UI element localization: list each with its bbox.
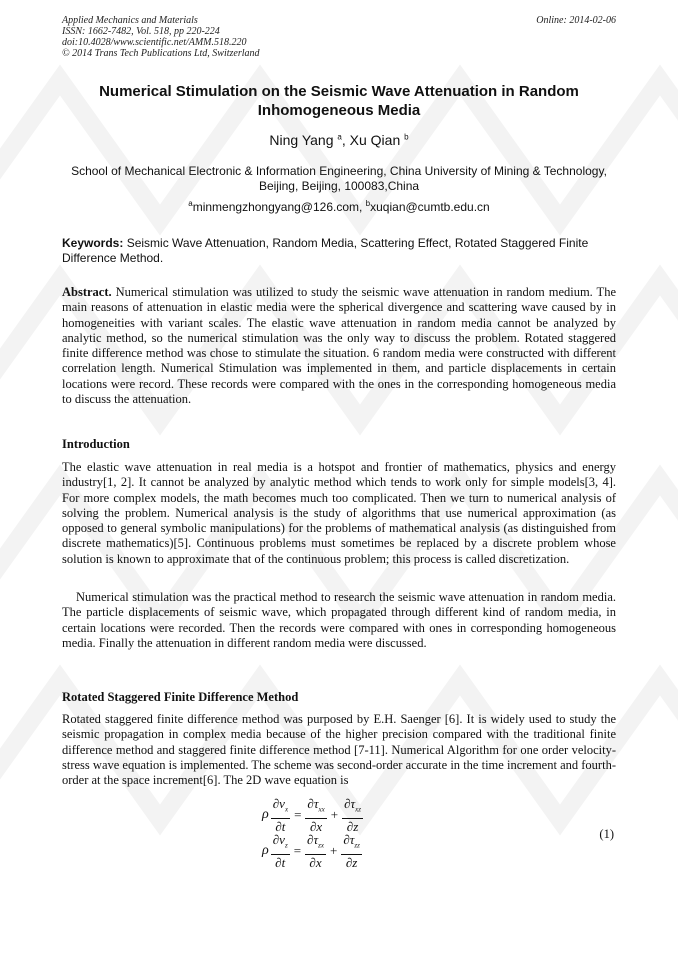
eq1-r1-tau: τ: [313, 796, 319, 811]
eq1-frac-lhs: [271, 796, 290, 834]
eq1-frac-r1: [305, 796, 326, 834]
eq1-r2-d: ∂: [344, 796, 351, 811]
eq2-r2-tau: τ: [349, 832, 355, 847]
equation-line-1: [262, 796, 365, 834]
author-2: Xu Qian: [349, 132, 401, 148]
email-a-sup: a: [188, 199, 193, 208]
eq1-lhs-sub: x: [284, 805, 289, 814]
equation-line-2: [262, 832, 364, 870]
author-sep: ,: [341, 132, 350, 148]
copyright: © 2014 Trans Tech Publications Ltd, Switzerland: [62, 48, 260, 59]
eq2-r2-dd: ∂: [345, 854, 353, 870]
eq1-r1-d: ∂: [307, 796, 314, 811]
authors: [62, 132, 616, 148]
eq2-r1-x: x: [315, 854, 322, 870]
keywords-label: Keywords:: [62, 236, 124, 250]
eq1-r2-tau: τ: [350, 796, 356, 811]
eq2-frac-lhs: [271, 832, 290, 870]
eq2-lhs-d: ∂: [272, 832, 280, 847]
eq2-r1-d: ∂: [307, 832, 314, 847]
eq2-r1-dd: ∂: [309, 854, 316, 870]
introduction-heading: Introduction: [62, 437, 130, 451]
email-a: minmengzhongyang@126.com: [192, 200, 359, 214]
author-1: Ning Yang: [269, 132, 334, 148]
abstract: [62, 285, 616, 407]
eq2-equals: =: [293, 842, 302, 858]
issn: ISSN: 1662-7482, Vol. 518, pp 220-224: [62, 26, 220, 37]
email-b: xuqian@cumtb.edu.cn: [370, 200, 490, 214]
rsfd-paragraph-1: Rotated staggered finite difference method was purposed by E.H. Saenger [6]. It is widely used to study the seismic propagation in complex media because of the higher precision compared with the traditional finite difference method and staggered finite difference method [7-11]. Numerical Algorithm for one order velocity-stress wave equation is implemented. The scheme was second-order accurate in the time increment and fourth-order at the space increment[6]. The 2D wave equation is: [62, 712, 616, 788]
abstract-text: Numerical stimulation was utilized to study the seismic wave attenuation in random medium. The main reasons of attenuation in elastic media were the spherical divergence and scattering wave caused by in homogeneities with variant scales. The elastic wave attenuation in random media cannot be analyzed by analytic method, so the numerical stimulation was the only way to discuss the problem. Rotated staggered finite difference method was chose to stimulate the situation. 6 random media were constructed with different correlation length. Numerical Stimulation was implemented in them, and particle displacements in certain locations were record. These records were compared with the ones in the corresponding homogeneous media to discuss the attenuation.: [62, 285, 616, 407]
eq2-r1-sub: zx: [318, 841, 324, 850]
eq2-r1-tau: τ: [313, 832, 319, 847]
eq1-rho: ρ: [262, 806, 269, 822]
rsfd-heading: Rotated Staggered Finite Difference Method: [62, 690, 299, 704]
eq1-r1-dd: ∂: [309, 818, 317, 834]
affiliation: School of Mechanical Electronic & Information Engineering, China University of Mining & Technology, Beijing, Beijing, 100083,China: [71, 164, 607, 193]
paper-title: Numerical Stimulation on the Seismic Wave Attenuation in Random Inhomogeneous Media: [99, 83, 579, 119]
eq2-lhs-sub: z: [284, 841, 288, 850]
eq1-r2-dd: ∂: [346, 818, 354, 834]
email-sep: ,: [359, 200, 366, 214]
eq2-frac-r1: [305, 832, 326, 870]
eq2-lhs-dd: ∂: [275, 854, 282, 870]
eq1-plus: +: [330, 806, 339, 822]
eq1-lhs-t: t: [281, 818, 286, 834]
doi: doi:10.4028/www.scientific.net/AMM.518.220: [62, 37, 247, 48]
email-b-sup: b: [365, 199, 371, 208]
introduction-paragraph-2: Numerical stimulation was the practical method to research the seismic wave attenuation in random media. The particle displacements of seismic wave, which propagated through different kind of random media, in certain locations were recorded. Then the records were compared with ones in corresponding homogeneous media. Finally the attenuation in different random media were discussed.: [62, 590, 616, 650]
eq2-lhs-t: t: [281, 854, 286, 870]
eq1-lhs-d: ∂: [272, 796, 280, 811]
eq1-equals: =: [294, 806, 302, 822]
eq1-frac-r2: [342, 796, 363, 834]
eq1-r2-z: z: [353, 818, 359, 834]
eq2-plus: +: [329, 842, 338, 858]
eq1-lhs-v: v: [279, 796, 285, 811]
eq1-lhs-dd: ∂: [275, 818, 282, 834]
eq2-r2-z: z: [352, 854, 358, 870]
equation-number: (1): [599, 827, 614, 841]
journal-name: Applied Mechanics and Materials: [62, 15, 198, 26]
eq1-r1-sub: xx: [318, 805, 325, 814]
eq2-r2-sub: zz: [354, 841, 360, 850]
online-date: Online: 2014-02-06: [536, 15, 616, 26]
eq2-lhs-v: v: [279, 832, 285, 847]
emails: [62, 199, 616, 214]
eq2-r2-d: ∂: [343, 832, 350, 847]
introduction-paragraph-1: The elastic wave attenuation in real media is a hotspot and frontier of mathematics, physics and energy industry[1, 2]. It cannot be analyzed by analytic method which tends to work only for simple models[3, 4]. For more complex models, the math becomes much too complicated. Then we turn to numerical analysis of solving the problem. Numerical analysis is the study of algorithms that use numerical approximation (as opposed to general symbolic manipulations) for the problems of mathematical analysis (as distinguished from discrete mathematics)[5]. Continuous problems must sometimes be replaced by a discrete problem whose solution is known to approximate that of the continuous problem; this process is called discretization.: [62, 460, 616, 566]
abstract-label: Abstract.: [62, 285, 112, 299]
author-1-sup: a: [337, 132, 342, 142]
eq1-r1-x: x: [316, 818, 323, 834]
eq2-rho: ρ: [262, 842, 269, 858]
keywords-text: Seismic Wave Attenuation, Random Media, Scattering Effect, Rotated Staggered Finite Difference Method.: [62, 236, 589, 265]
keywords: [62, 236, 616, 266]
author-2-sup: b: [404, 132, 409, 142]
eq1-r2-sub: xz: [355, 805, 361, 814]
eq2-frac-r2: [341, 832, 362, 870]
journal-meta: [62, 15, 260, 59]
